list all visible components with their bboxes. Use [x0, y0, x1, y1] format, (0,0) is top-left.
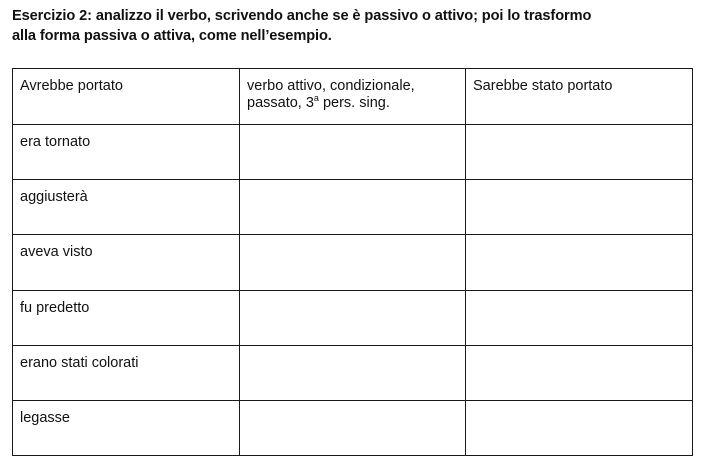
table-row	[13, 125, 693, 180]
example-row	[13, 69, 693, 125]
verb-cell: legasse	[13, 400, 240, 455]
transformed-cell[interactable]	[466, 125, 693, 180]
example-analysis-line-2-prefix: passato, 3	[247, 95, 314, 111]
table-row	[13, 180, 693, 235]
transformed-cell[interactable]	[466, 235, 693, 290]
analysis-cell[interactable]	[240, 180, 466, 235]
verb-cell: aggiusterà	[13, 180, 240, 235]
verb-cell: erano stati colorati	[13, 345, 240, 400]
exercise-table	[12, 68, 693, 456]
table-row	[13, 400, 693, 455]
table-row	[13, 290, 693, 345]
transformed-cell[interactable]	[466, 345, 693, 400]
example-analysis-cell	[240, 69, 466, 125]
exercise-title-line-1: Esercizio 2: analizzo il verbo, scrivendo anche se è passivo o attivo; poi lo trasformo	[12, 8, 592, 24]
analysis-cell[interactable]	[240, 345, 466, 400]
analysis-cell[interactable]	[240, 125, 466, 180]
example-analysis-line-1: verbo attivo, condizionale,	[247, 78, 415, 94]
transformed-cell[interactable]	[466, 290, 693, 345]
example-verb-cell: Avrebbe portato	[13, 69, 240, 125]
transformed-cell[interactable]	[466, 180, 693, 235]
example-analysis-line-2-suffix: pers. sing.	[318, 95, 390, 111]
verb-cell: fu predetto	[13, 290, 240, 345]
analysis-cell[interactable]	[240, 235, 466, 290]
example-analysis-superscript: a	[313, 93, 319, 104]
table-row	[13, 235, 693, 290]
analysis-cell[interactable]	[240, 290, 466, 345]
transformed-cell[interactable]	[466, 400, 693, 455]
table-row	[13, 345, 693, 400]
verb-cell: aveva visto	[13, 235, 240, 290]
exercise-title-line-2: alla forma passiva o attiva, come nell’esempio.	[12, 28, 332, 44]
verb-cell: era tornato	[13, 125, 240, 180]
example-transformed-cell: Sarebbe stato portato	[466, 69, 693, 125]
analysis-cell[interactable]	[240, 400, 466, 455]
exercise-title	[12, 6, 702, 46]
